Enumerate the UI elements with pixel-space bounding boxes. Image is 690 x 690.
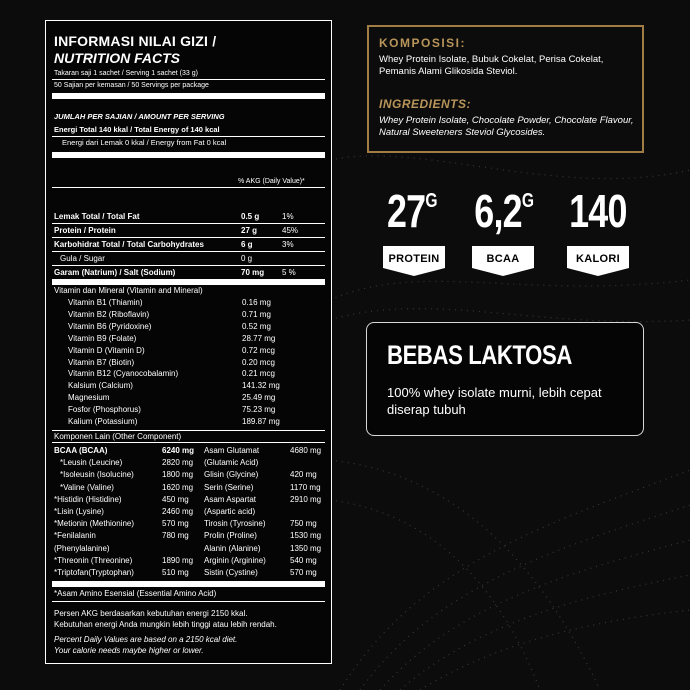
amino-amount: 1800 mg — [162, 470, 194, 480]
serving-size: Takaran saji 1 sachet / Serving 1 sachet (33 g) — [54, 70, 198, 77]
tag-kalori — [567, 246, 629, 276]
divider — [52, 601, 325, 602]
vitamin-label: Kalium (Potassium) — [68, 417, 138, 426]
amount-per-serving: JUMLAH PER SAJIAN / AMOUNT PER SERVING — [54, 112, 225, 121]
vitamin-amount: 25.49 mg — [242, 393, 276, 403]
amino-amount: 2910 mg — [290, 494, 322, 504]
footnote-3: Percent Daily Values are based on a 2150 kcal diet. — [54, 635, 238, 644]
stat-protein — [372, 185, 452, 237]
macro-label: Garam (Natrium) / Salt (Sodium) — [54, 268, 176, 277]
amino-amount: 750 mg — [290, 519, 317, 529]
divider — [52, 79, 325, 80]
amino-amount: 1530 mg — [290, 531, 322, 541]
divider — [52, 223, 325, 224]
amino-label: (Aspartic acid) — [204, 507, 256, 516]
vitamin-amount: 0.16 mg — [242, 298, 271, 307]
tag-protein-label: PROTEIN — [388, 253, 440, 265]
vitamin-amount: 75.23 mg — [242, 405, 276, 415]
composition-text: Whey Protein Isolate, Bubuk Cokelat, Perisa Cokelat, Pemanis Alami Glikosida Steviol. — [379, 54, 604, 77]
amino-amount: 1620 mg — [162, 482, 194, 492]
amino-amount: 450 mg — [162, 494, 189, 504]
tag-protein — [383, 246, 445, 276]
vitamin-amount: 0.52 mg — [242, 321, 271, 331]
vitamin-amount: 0.21 mcg — [242, 369, 275, 379]
nutrition-title-en: NUTRITION FACTS — [54, 50, 180, 66]
vitamin-amount: 0.71 mg — [242, 309, 271, 319]
other-component-header: Komponen Lain (Other Component) — [54, 432, 182, 441]
stat-kalori — [558, 185, 638, 237]
amino-label: *Isoleusin (Isolucine) — [60, 470, 134, 480]
amino-amount: 780 mg — [162, 531, 189, 541]
amino-amount: 6240 mg — [162, 446, 195, 455]
amino-amount: 4680 mg — [290, 446, 322, 455]
vitamin-label: Vitamin B1 (Thiamin) — [68, 298, 143, 307]
divider-thick — [52, 581, 325, 587]
divider — [52, 430, 325, 431]
vitamin-amount: 189.87 mg — [242, 417, 280, 426]
macro-amount: 6 g — [241, 240, 253, 249]
stat-kalori-number: 140 — [569, 185, 627, 237]
vitamin-label: Fosfor (Phosphorus) — [68, 405, 141, 415]
composition-box — [367, 25, 644, 153]
stat-protein-number: 27 — [387, 185, 426, 237]
amino-amount: 2460 mg — [162, 507, 194, 516]
vitamin-label: Vitamin B6 (Pyridoxine) — [68, 321, 152, 331]
macro-amount: 27 g — [241, 226, 258, 235]
vitamin-label: Vitamin B7 (Biotin) — [68, 357, 135, 367]
tag-bcaa-label: BCAA — [486, 253, 520, 265]
macro-amount: 0 g — [241, 254, 253, 263]
amino-amount: 570 mg — [162, 519, 189, 529]
macro-label: Protein / Protein — [54, 226, 116, 235]
amino-amount: 1890 mg — [162, 555, 194, 565]
energy-total: Energi Total 140 kkal / Total Energy of 140 kcal — [54, 125, 220, 134]
macro-label: Lemak Total / Total Fat — [54, 212, 140, 221]
macro-label: Karbohidrat Total / Total Carbohydrates — [54, 240, 204, 249]
amino-label: Prolin (Proline) — [204, 531, 257, 541]
energy-from-fat: Energi dari Lemak 0 kkal / Energy from Fat 0 kcal — [62, 138, 227, 147]
vitamin-label: Vitamin D (Vitamin D) — [68, 345, 145, 355]
amino-amount: 510 mg — [162, 568, 189, 577]
divider — [52, 265, 325, 266]
akg-header: % AKG (Daily Value)* — [238, 178, 305, 185]
amino-label: *Lisin (Lysine) — [54, 507, 104, 516]
vitamin-label: Vitamin B9 (Folate) — [68, 333, 137, 343]
vitamin-label: Vitamin B2 (Riboflavin) — [68, 309, 150, 319]
amino-amount: 2820 mg — [162, 458, 194, 468]
amino-label: Alanin (Alanine) — [204, 543, 261, 553]
stat-bcaa — [454, 185, 554, 237]
amino-label: Arginin (Arginine) — [204, 555, 266, 565]
amino-amount: 1350 mg — [290, 543, 322, 553]
amino-amount: 420 mg — [290, 470, 317, 480]
vitamin-amount: 0.20 mcg — [242, 357, 275, 367]
divider-thick — [52, 93, 325, 99]
stat-protein-value — [387, 185, 437, 237]
amino-amount: 540 mg — [290, 555, 317, 565]
vitamin-amount: 0.72 mcg — [242, 345, 275, 355]
footnote-2: Kebutuhan energi Anda mungkin lebih tinggi atau lebih rendah. — [54, 620, 277, 629]
amino-label: *Histidin (Histidine) — [54, 494, 122, 504]
divider-thick — [52, 279, 325, 285]
nutrition-title-id: INFORMASI NILAI GIZI / — [54, 33, 217, 49]
nutrition-facts-panel — [45, 20, 332, 664]
amino-label: Glisin (Glycine) — [204, 470, 259, 480]
macro-amount: 70 mg — [241, 268, 265, 277]
amino-amount: 1170 mg — [290, 482, 321, 492]
amino-label: *Metionin (Methionine) — [54, 519, 135, 529]
vitamin-amount: 141.32 mg — [242, 381, 280, 391]
amino-label: BCAA (BCAA) — [54, 446, 108, 455]
servings-per-pack: 50 Sajian per kemasan / 50 Servings per package — [54, 82, 209, 89]
amino-label: Asam Aspartat — [204, 494, 257, 504]
amino-label: Tirosin (Tyrosine) — [204, 519, 266, 529]
macro-label: Gula / Sugar — [60, 254, 105, 263]
ingredients-heading: INGREDIENTS: — [379, 97, 472, 111]
vitamin-label: Vitamin B12 (Cyanocobalamin) — [68, 369, 179, 379]
vitamin-label: Kalsium (Calcium) — [68, 381, 133, 391]
footnote-1: Persen AKG berdasarkan kebutuhan energi 2150 kkal. — [54, 609, 248, 618]
lactose-free-box — [366, 322, 644, 436]
divider — [52, 237, 325, 238]
stat-protein-unit: G — [425, 190, 437, 212]
footnote-4: Your calorie needs maybe higher or lower. — [54, 646, 204, 655]
composition-heading: KOMPOSISI: — [379, 36, 467, 50]
divider-thick — [52, 152, 325, 158]
tag-bcaa — [472, 246, 534, 276]
amino-label: *Leusin (Leucine) — [60, 458, 123, 468]
lactose-heading: BEBAS LAKTOSA — [387, 340, 572, 370]
amino-label: *Triptofan(Tryptophan) — [54, 568, 134, 577]
stat-bcaa-unit: G — [522, 190, 534, 212]
stat-bcaa-number: 6,2 — [474, 185, 523, 237]
lactose-text: 100% whey isolate murni, lebih cepat diserap tubuh — [387, 385, 602, 417]
divider — [52, 251, 325, 252]
macro-pct: 1% — [282, 212, 294, 221]
macro-amount: 0.5 g — [241, 212, 260, 221]
amino-label: Asam Glutamat — [204, 446, 260, 455]
amino-label: *Fenilalanin — [54, 531, 96, 541]
divider — [52, 136, 325, 137]
stat-bcaa-value — [474, 185, 534, 237]
amino-amount: 570 mg — [290, 568, 317, 577]
amino-label: *Threonin (Threonine) — [54, 555, 133, 565]
amino-label: (Glutamic Acid) — [204, 458, 259, 468]
divider — [52, 442, 325, 443]
amino-label: (Phenylalanine) — [54, 543, 110, 553]
amino-label: Serin (Serine) — [204, 482, 254, 492]
amino-label: Sistin (Cystine) — [204, 568, 258, 577]
divider — [52, 187, 325, 188]
ingredients-text: Whey Protein Isolate, Chocolate Powder, Chocolate Flavour, Natural Sweeteners Steviol Glycosides. — [379, 115, 634, 138]
tag-kalori-label: KALORI — [576, 253, 620, 265]
amino-label: *Valine (Valine) — [60, 482, 114, 492]
macro-pct: 3% — [282, 240, 294, 249]
essential-amino-note: *Asam Amino Esensial (Essential Amino Acid) — [54, 589, 217, 598]
macro-pct: 5 % — [282, 268, 296, 277]
vitamin-label: Magnesium — [68, 393, 110, 403]
macro-pct: 45% — [282, 226, 299, 235]
vitamins-header: Vitamin dan Mineral (Vitamin and Mineral) — [54, 286, 203, 295]
vitamin-amount: 28.77 mg — [242, 333, 276, 343]
